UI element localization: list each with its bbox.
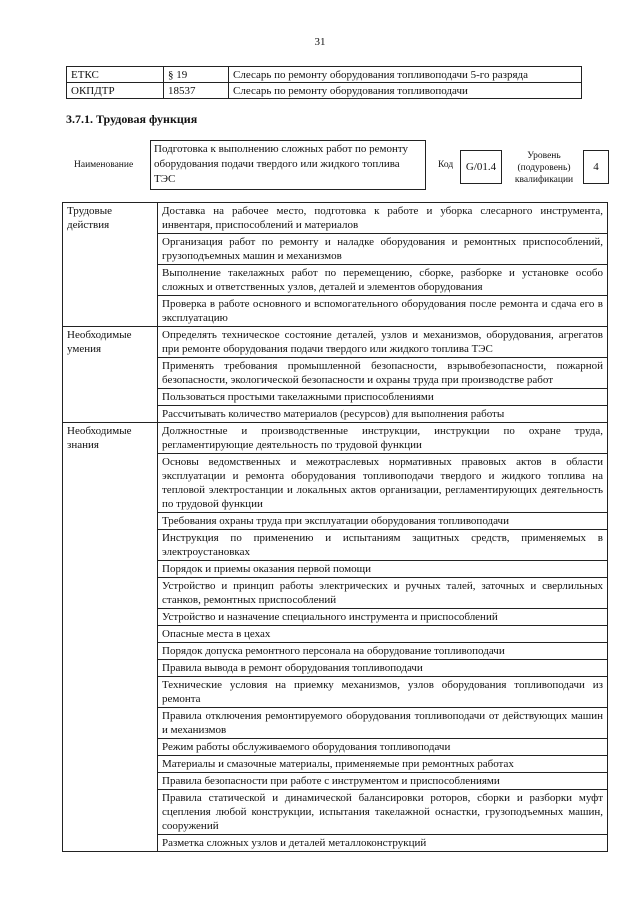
item-cell: Применять требования промышленной безопасности, взрывобезопасности, пожарной безопасности, экологической безопасности и охраны труда при производстве работ: [158, 358, 608, 389]
registry-ref: 18537: [164, 83, 229, 99]
item-cell: Рассчитывать количество материалов (ресурсов) для выполнения работы: [158, 406, 608, 423]
function-header: [0, 140, 640, 196]
item-cell: Правила отключения ремонтируемого оборудования топливоподачи от действующих машин и механизмов: [158, 708, 608, 739]
function-details-body: [63, 203, 608, 852]
item-cell: Пользоваться простыми такелажными приспособлениями: [158, 389, 608, 406]
item-cell: Устройство и назначение специального инструмента и приспособлений: [158, 609, 608, 626]
category-cell: Трудовые действия: [63, 203, 158, 327]
item-cell: Опасные места в цехах: [158, 626, 608, 643]
registry-title: Слесарь по ремонту оборудования топливоподачи: [229, 83, 582, 99]
table-row: [63, 327, 608, 358]
item-cell: Определять техническое состояние деталей, узлов и механизмов, оборудования, агрегатов при ремонте оборудования подачи твердого или жидкого топлива ТЭС: [158, 327, 608, 358]
table-row: [63, 203, 608, 234]
item-cell: Порядок и приемы оказания первой помощи: [158, 561, 608, 578]
item-cell: Устройство и принцип работы электрических и ручных талей, заточных и сверлильных станков, ремонтных приспособлений: [158, 578, 608, 609]
registry-ref: § 19: [164, 67, 229, 83]
function-level-label: Уровень (подуровень) квалификации: [514, 151, 574, 185]
item-cell: Выполнение такелажных работ по перемещению, сборке, разборке и установке особо сложных и ответственных узлов, деталей и элементов оборудования: [158, 265, 608, 296]
function-level: 4: [583, 150, 609, 184]
item-cell: Правила статической и динамической балансировки роторов, сборки и разборки муфт сцепления любой конструкции, испытания такелажной оснастки, грузоподъемных машин, сооружений: [158, 790, 608, 835]
registry-code: ОКПДТР: [67, 83, 164, 99]
item-cell: Должностные и производственные инструкции, инструкции по охране труда, регламентирующие деятельность по трудовой функции: [158, 423, 608, 454]
registry-code: ЕТКС: [67, 67, 164, 83]
item-cell: Основы ведомственных и межотраслевых нормативных правовых актов в области эксплуатации и ремонта оборудования топливоподачи твердого и жидкого топлива на тепловой электростанции и локальных актов организации, регламентирующих деятельность по трудовой функции: [158, 454, 608, 513]
function-code-label: Код: [438, 160, 454, 170]
registry-table: [66, 66, 582, 99]
function-name: Подготовка к выполнению сложных работ по ремонту оборудования подачи твердого или жидкого топлива ТЭС: [150, 140, 426, 190]
category-cell: Необходимые умения: [63, 327, 158, 423]
item-cell: Требования охраны труда при эксплуатации оборудования топливоподачи: [158, 513, 608, 530]
page-number: 31: [314, 36, 326, 48]
table-row: [63, 423, 608, 454]
item-cell: Проверка в работе основного и вспомогательного оборудования после ремонта и сдача его в эксплуатацию: [158, 296, 608, 327]
item-cell: Режим работы обслуживаемого оборудования топливоподачи: [158, 739, 608, 756]
item-cell: Организация работ по ремонту и наладке оборудования и ремонтных приспособлений, грузоподъемных машин и механизмов: [158, 234, 608, 265]
function-code: G/01.4: [460, 150, 502, 184]
item-cell: Правила вывода в ремонт оборудования топливоподачи: [158, 660, 608, 677]
registry-title: Слесарь по ремонту оборудования топливоподачи 5-го разряда: [229, 67, 582, 83]
function-details-table: [62, 202, 608, 852]
item-cell: Доставка на рабочее место, подготовка к работе и уборка слесарного инструмента, инвентаря, приспособлений и материалов: [158, 203, 608, 234]
item-cell: Порядок допуска ремонтного персонала на оборудование топливоподачи: [158, 643, 608, 660]
item-cell: Разметка сложных узлов и деталей металлоконструкций: [158, 835, 608, 852]
item-cell: Технические условия на приемку механизмов, узлов оборудования топливоподачи из ремонта: [158, 677, 608, 708]
registry-row: [67, 67, 582, 83]
item-cell: Инструкция по применению и испытаниям защитных средств, применяемых в электроустановках: [158, 530, 608, 561]
function-name-label: Наименование: [74, 160, 134, 170]
category-cell: Необходимые знания: [63, 423, 158, 852]
section-title: 3.7.1. Трудовая функция: [66, 112, 198, 126]
item-cell: Материалы и смазочные материалы, применяемые при ремонтных работах: [158, 756, 608, 773]
item-cell: Правила безопасности при работе с инструментом и приспособлениями: [158, 773, 608, 790]
registry-row: [67, 83, 582, 99]
